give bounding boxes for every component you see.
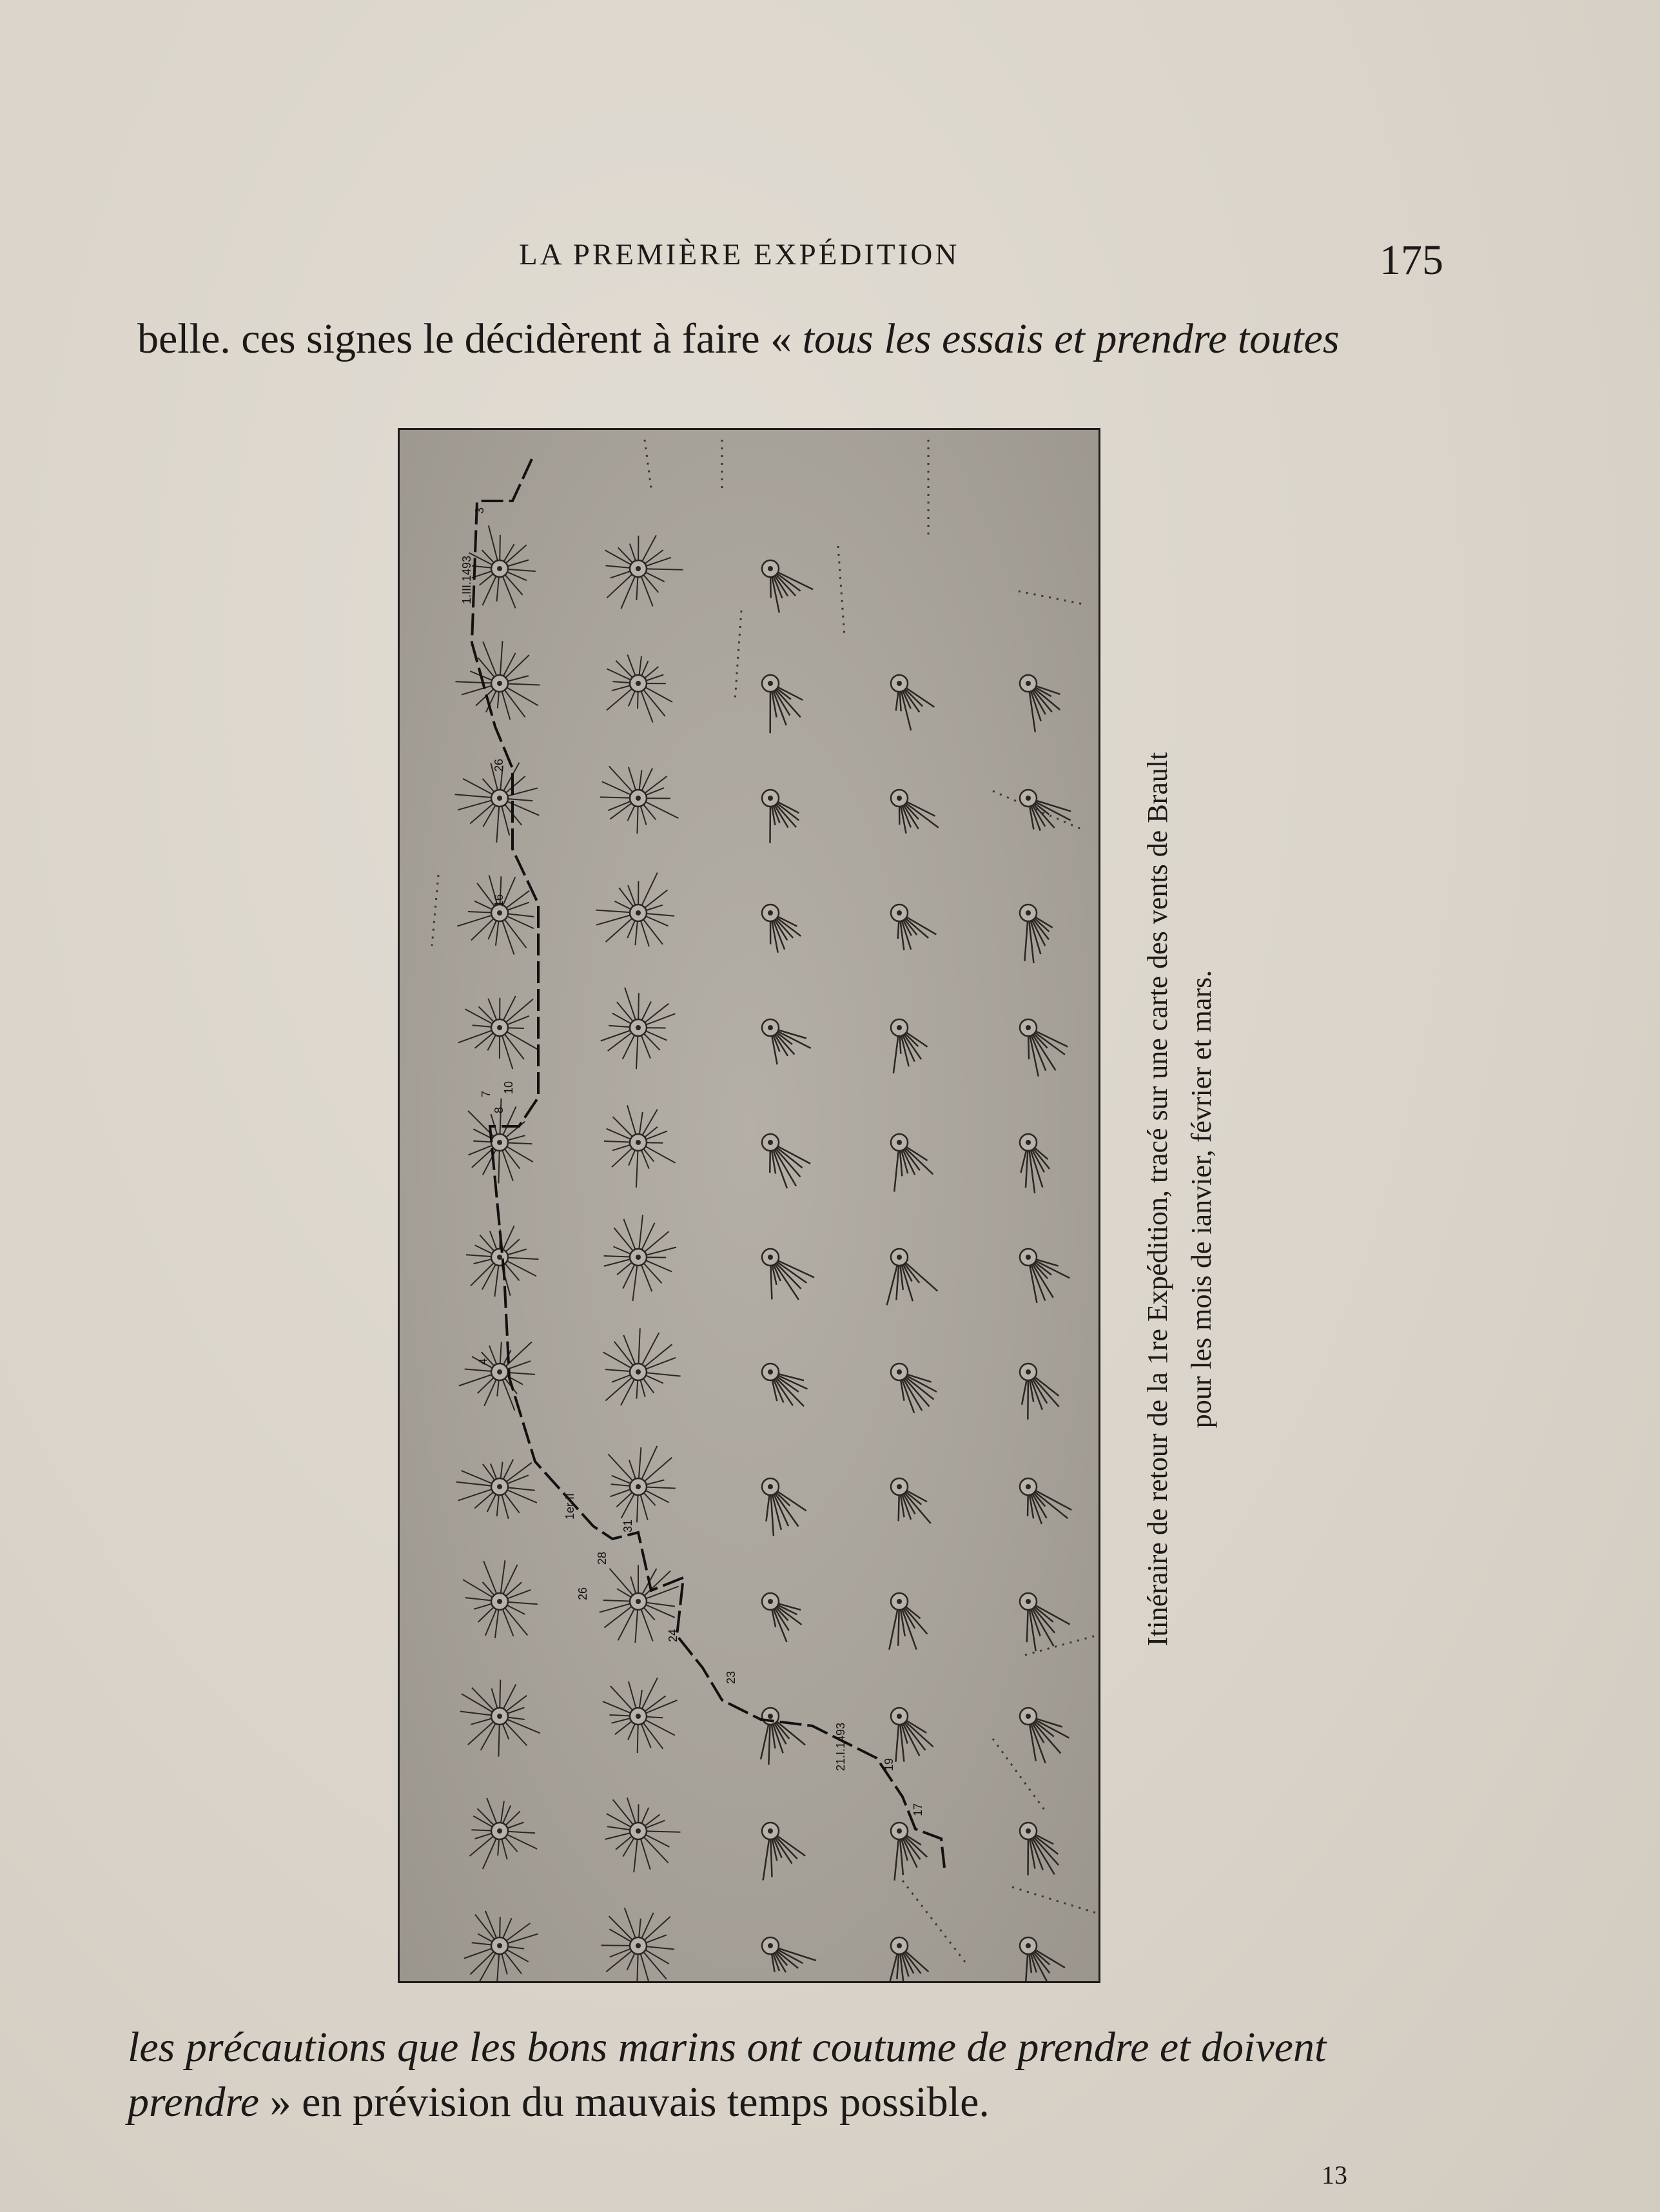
route-date-label: 3 (473, 507, 486, 514)
wind-rose-icon (596, 873, 675, 947)
wind-rose-icon (1020, 790, 1071, 830)
coastline-dots (432, 875, 438, 946)
route-date-label: 26 (493, 758, 505, 772)
wind-rose-icon (891, 1478, 931, 1523)
route-date-label: 1er II (563, 1493, 576, 1520)
route-date-label: 4 (476, 1358, 489, 1365)
route-date-label: 21.I.1493 (834, 1722, 847, 1771)
wind-rose-icon (455, 641, 540, 719)
wind-rose-icon (1020, 1823, 1059, 1875)
wind-rose-icon (891, 1823, 927, 1881)
wind-rose-icon (891, 1019, 928, 1073)
coastline-dots (903, 1881, 967, 1964)
wind-rose-icon (1020, 1364, 1059, 1420)
coastline-dots (838, 546, 845, 636)
route-date-label: 8 (493, 1106, 505, 1113)
wind-rose-icon (604, 1105, 676, 1188)
wind-rose-icon (457, 876, 534, 955)
wind-rose-icon (1020, 1478, 1071, 1524)
wind-rose-icon (600, 767, 678, 834)
body-line-1-roman: belle. ces signes le décidèrent à faire « (137, 315, 803, 362)
wind-rose-icon (604, 1215, 677, 1302)
wind-rose-icon (762, 1249, 814, 1300)
wind-rose-icon (608, 1446, 675, 1523)
wind-rose-icon (762, 1364, 807, 1406)
signature-mark: 13 (1322, 2160, 1347, 2189)
route-date-label: 10 (502, 1081, 515, 1094)
route-date-label: 24 (667, 1629, 679, 1642)
wind-rose-icon (762, 1478, 806, 1536)
wind-rose-icon (1020, 1019, 1068, 1077)
wind-rose-icon (762, 905, 801, 953)
wind-rose-icon (762, 675, 803, 733)
figure-caption-line-1: Itinéraire de retour de la 1re Expédition, tracé sur une carte des vents de Brault (1142, 752, 1173, 1647)
wind-rose-icon (891, 1708, 933, 1762)
wind-rose-icon (464, 1911, 538, 1981)
route-date-label: 1.III.1493 (460, 555, 473, 604)
figure-caption (1136, 606, 1224, 1792)
page-number: 175 (1380, 237, 1443, 284)
body-line-3-italic: prendre (128, 2079, 260, 2126)
route-date-label: 7 (480, 1090, 493, 1097)
wind-rose-icon (889, 1937, 929, 1981)
wind-map-drawing (400, 430, 1099, 1981)
coastline-dots (993, 1739, 1044, 1810)
wind-rose-icon (761, 1708, 805, 1765)
wind-rose-icon (887, 1249, 938, 1305)
wind-rose-icon (459, 1342, 535, 1410)
wind-rose-icon (891, 905, 936, 950)
wind-rose-icon (762, 790, 799, 843)
wind-rose-icon (762, 1134, 810, 1188)
coastline-dots (735, 611, 741, 701)
body-line-3 (128, 2078, 990, 2127)
wind-rose-icon (762, 1019, 811, 1064)
wind-map-figure (398, 428, 1100, 1983)
route-date-label: 19 (883, 1757, 895, 1771)
wind-rose-icon (455, 763, 540, 843)
coastline-dots (645, 440, 651, 488)
wind-rose-icon (463, 1560, 538, 1638)
body-line-1-italic: tous les essais et prendre toutes (802, 315, 1340, 362)
wind-rose-icon (1020, 1249, 1069, 1303)
wind-rose-icon (762, 1593, 802, 1642)
wind-rose-icon (889, 1593, 927, 1650)
wind-rose-icon (601, 988, 676, 1069)
route-date-label: 28 (596, 1551, 609, 1565)
running-head: LA PREMIÈRE EXPÉDITION (519, 238, 960, 271)
wind-rose-icon (601, 1908, 675, 1981)
wind-rose-icon (470, 1798, 538, 1869)
wind-rose-icon (891, 790, 939, 834)
body-line-2: les précautions que les bons marins ont coutume de prendre et doivent (128, 2024, 1327, 2071)
wind-rose-icon (891, 675, 934, 730)
wind-rose-icon (456, 1460, 537, 1519)
wind-rose-icon (1020, 1708, 1069, 1763)
wind-rose-icon (762, 1937, 816, 1972)
route-date-label: 31 (621, 1519, 634, 1532)
wind-rose-icon (1020, 675, 1060, 732)
wind-rose-icon (1020, 1134, 1050, 1193)
wind-rose-icon (762, 560, 813, 612)
wind-rose-icon (762, 1823, 805, 1880)
wind-rose-icon (607, 655, 672, 723)
wind-rose-icon (605, 535, 683, 609)
coastline-dots (1012, 1887, 1096, 1913)
wind-rose-icon (603, 1678, 678, 1753)
coastline-dots (1019, 591, 1083, 604)
wind-rose-icon (603, 1328, 681, 1405)
wind-rose-icon (891, 1364, 937, 1413)
wind-rose-icon (1020, 905, 1053, 963)
wind-rose-icon (458, 996, 539, 1069)
route-date-label: 16 (493, 894, 505, 907)
figure-caption-line-2: pour les mois de ianvier, février et mars. (1186, 970, 1217, 1429)
route-date-label: 17 (912, 1803, 924, 1816)
route-date-label: 26 (576, 1587, 589, 1600)
wind-rose-icon (605, 1797, 681, 1872)
wind-rose-icon (1020, 1937, 1065, 1981)
wind-rose-icon (1020, 1593, 1070, 1651)
wind-rose-icon (891, 1134, 933, 1192)
wind-rose-icon (460, 1679, 540, 1756)
body-line-1 (137, 315, 1340, 364)
route-date-label: 23 (725, 1670, 737, 1684)
route-line (472, 459, 944, 1868)
body-line-3-roman: » en prévision du mauvais temps possible. (259, 2079, 990, 2126)
wind-rose-icon (469, 525, 535, 608)
